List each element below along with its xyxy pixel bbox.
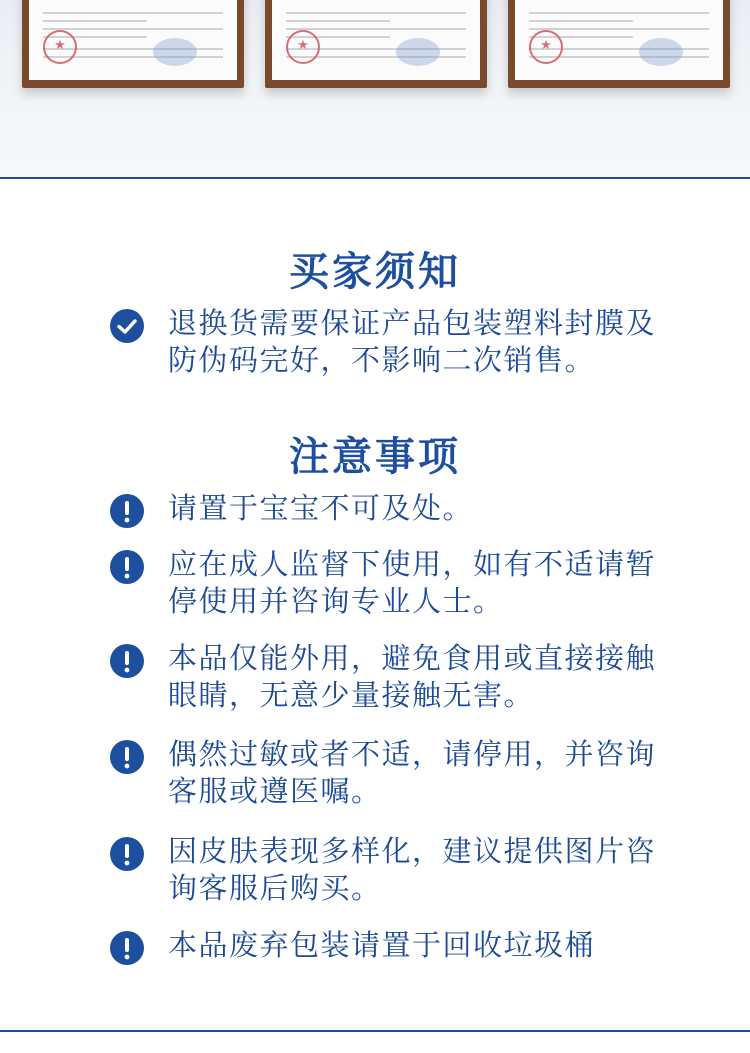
- cautions-title: 注意事项: [289, 434, 461, 480]
- caution-item-text: 偶然过敏或者不适，请停用，并咨询客服或遵医嘱。: [168, 737, 657, 808]
- exclamation-circle-icon: [110, 740, 144, 774]
- seal-icon: [43, 30, 77, 64]
- caution-item-text: 因皮肤表现多样化，建议提供图片咨询客服后购买。: [168, 834, 657, 905]
- exclamation-circle-icon: [110, 837, 144, 871]
- caution-item-text: 应在成人监督下使用，如有不适请暂停使用并咨询专业人士。: [168, 547, 657, 618]
- top-divider: [0, 177, 750, 179]
- bottom-divider: [0, 1030, 750, 1032]
- notice-title: 买家须知: [289, 249, 461, 295]
- caution-item-text: 本品仅能外用，避免食用或直接接触眼睛，无意少量接触无害。: [168, 641, 657, 712]
- seal-icon: [286, 30, 320, 64]
- certificate-frame: [508, 0, 730, 88]
- exclamation-circle-icon: [110, 644, 144, 678]
- notice-item-text: 退换货需要保证产品包装塑料封膜及防伪码完好，不影响二次销售。: [168, 306, 657, 377]
- check-circle-icon: [110, 309, 144, 343]
- exclamation-circle-icon: [110, 494, 144, 528]
- exclamation-circle-icon: [110, 550, 144, 584]
- caution-item-text: 请置于宝宝不可及处。: [168, 491, 474, 525]
- caution-item-text: 本品废弃包装请置于回收垃圾桶: [168, 928, 596, 962]
- exclamation-circle-icon: [110, 931, 144, 965]
- certificate-gallery: [0, 0, 750, 178]
- seal-icon: [529, 30, 563, 64]
- certificate-frame: [265, 0, 487, 88]
- certificate-frame: [22, 0, 244, 88]
